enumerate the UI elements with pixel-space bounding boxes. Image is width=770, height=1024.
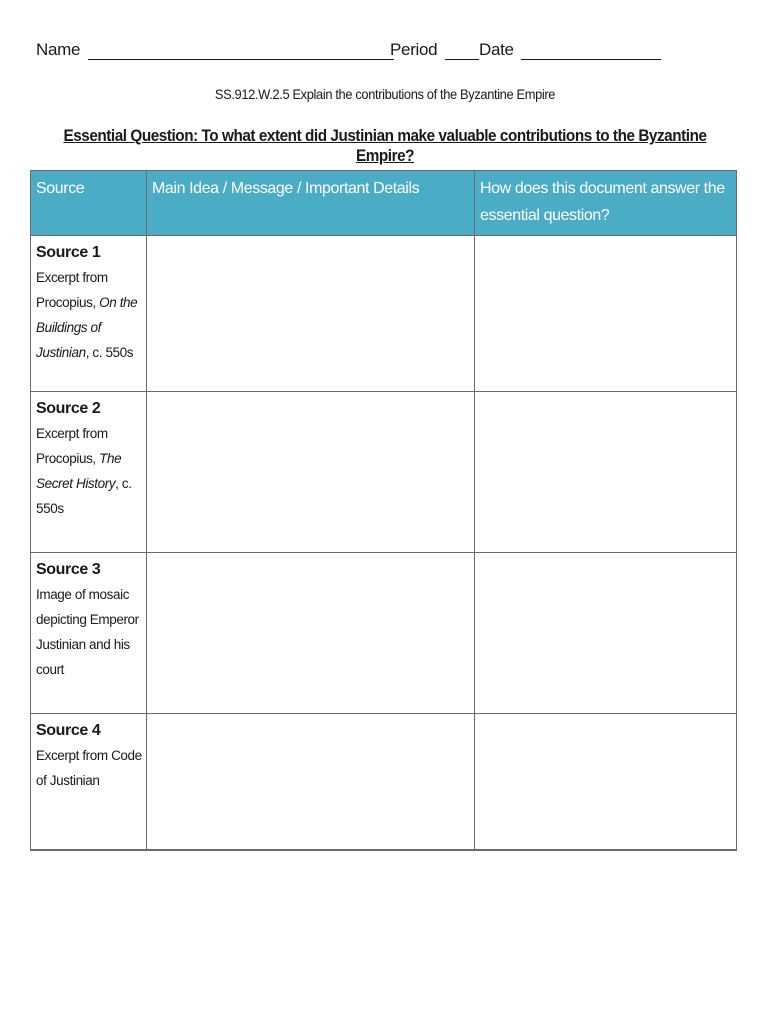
column-header-main-idea: Main Idea / Message / Important Details bbox=[147, 171, 475, 236]
table-header-row bbox=[31, 171, 737, 236]
source-description: Excerpt from Procopius, On the Buildings of Justinian, c. 550s bbox=[36, 270, 138, 360]
name-label: Name bbox=[36, 40, 81, 59]
essential-answer-cell[interactable] bbox=[475, 553, 737, 714]
source-title: Source 2 bbox=[36, 400, 101, 417]
name-blank[interactable] bbox=[88, 43, 394, 60]
main-idea-answer-cell[interactable] bbox=[147, 714, 475, 850]
period-label: Period bbox=[390, 40, 438, 59]
table-row bbox=[31, 236, 737, 392]
essential-question: Essential Question: To what extent did Justinian make valuable contributions to the Byzantine Empire? bbox=[63, 126, 707, 165]
source-cell bbox=[31, 236, 147, 392]
source-title: Source 1 bbox=[36, 244, 101, 261]
table-row bbox=[31, 714, 737, 850]
source-analysis-table bbox=[30, 170, 737, 851]
source-cell bbox=[31, 392, 147, 553]
source-description: Image of mosaic depicting Emperor Justinian and his court bbox=[36, 587, 139, 677]
student-info-line bbox=[36, 40, 736, 66]
source-description: Excerpt from Procopius, The Secret History, c. 550s bbox=[36, 426, 132, 516]
main-idea-answer-cell[interactable] bbox=[147, 392, 475, 553]
source-title: Source 3 bbox=[36, 561, 101, 578]
source-cell bbox=[31, 714, 147, 850]
table-row bbox=[31, 392, 737, 553]
date-blank[interactable] bbox=[521, 43, 661, 60]
date-field[interactable] bbox=[479, 40, 661, 60]
essential-answer-cell[interactable] bbox=[475, 714, 737, 850]
period-field[interactable] bbox=[390, 40, 479, 60]
name-field[interactable] bbox=[36, 40, 394, 60]
period-blank[interactable] bbox=[445, 43, 479, 60]
main-idea-answer-cell[interactable] bbox=[147, 553, 475, 714]
date-label: Date bbox=[479, 40, 514, 59]
source-cell bbox=[31, 553, 147, 714]
table-row bbox=[31, 553, 737, 714]
source-description: Excerpt from Code of Justinian bbox=[36, 748, 142, 788]
essential-answer-cell[interactable] bbox=[475, 236, 737, 392]
main-idea-answer-cell[interactable] bbox=[147, 236, 475, 392]
column-header-essential-answer: How does this document answer the essential question? bbox=[475, 171, 737, 236]
essential-answer-cell[interactable] bbox=[475, 392, 737, 553]
standard-text: SS.912.W.2.5 Explain the contributions of the Byzantine Empire bbox=[214, 86, 556, 102]
source-title: Source 4 bbox=[36, 722, 101, 739]
column-header-source: Source bbox=[31, 171, 147, 236]
